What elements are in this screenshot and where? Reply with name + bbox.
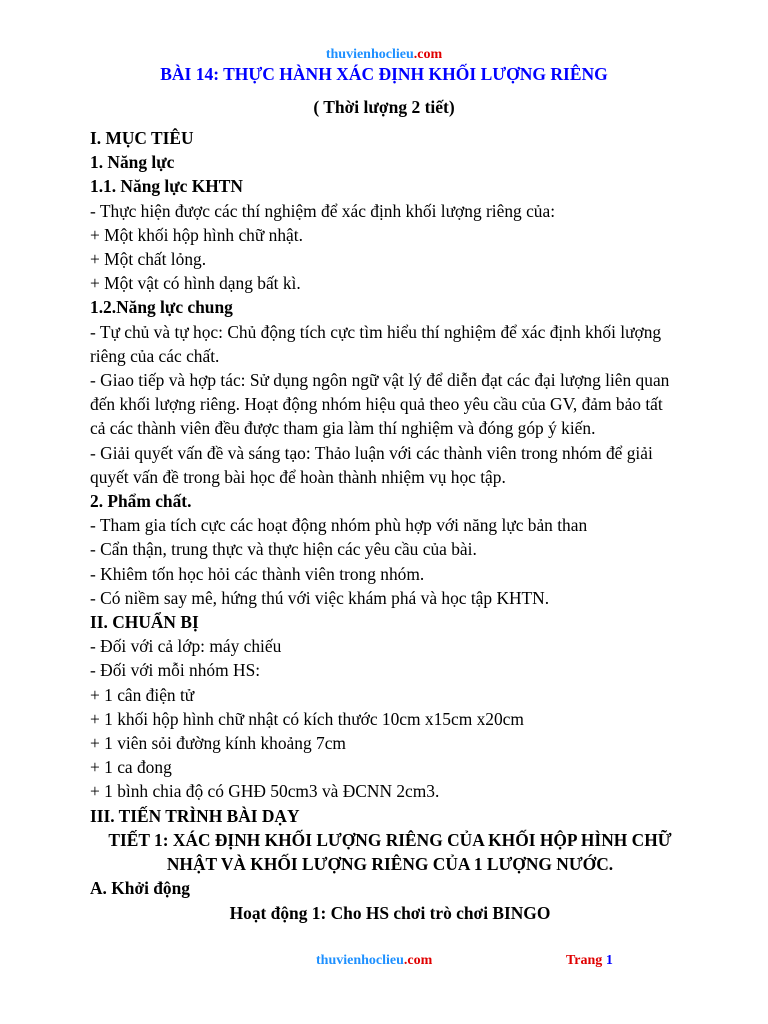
text-line: cả các thành viên đều được tham gia làm thí nghiệm và đóng góp ý kiến.	[90, 418, 596, 439]
document-subtitle: ( Thời lượng 2 tiết)	[313, 97, 455, 117]
heading-muc-tieu: I. MỤC TIÊU	[90, 128, 194, 148]
text-line: quyết vấn đề trong bài học để hoàn thành nhiệm vụ học tập.	[90, 466, 506, 487]
heading-pham-chat: 2. Phẩm chất.	[90, 491, 192, 512]
text-line: - Giải quyết vấn đề và sáng tạo: Thảo luận với các thành viên trong nhóm để giải	[90, 442, 653, 463]
text-line: + 1 cân điện tử	[90, 684, 195, 705]
text-line: - Khiêm tốn học hỏi các thành viên trong nhóm.	[90, 563, 425, 584]
heading-tiet-1-line-1: TIẾT 1: XÁC ĐỊNH KHỐI LƯỢNG RIÊNG CỦA KHỐI HỘP HÌNH CHỮ	[108, 829, 672, 850]
heading-chuan-bi: II. CHUẨN BỊ	[90, 612, 199, 633]
text-line: + Một khối hộp hình chữ nhật.	[90, 224, 303, 245]
heading-tien-trinh: III. TIẾN TRÌNH BÀI DẠY	[90, 805, 300, 826]
footer-site-tld: .com	[403, 953, 433, 968]
text-line: + 1 ca đong	[90, 757, 172, 778]
text-line: riêng của các chất.	[90, 345, 220, 366]
document-title: BÀI 14: THỰC HÀNH XÁC ĐỊNH KHỐI LƯỢNG RIÊNG	[160, 64, 608, 84]
footer-site-main: thuvienhoclieu	[316, 953, 404, 968]
heading-tiet-1-line-2: NHẬT VÀ KHỐI LƯỢNG RIÊNG CỦA 1 LƯỢNG NƯỚC.	[166, 854, 614, 875]
text-line: - Tham gia tích cực các hoạt động nhóm phù hợp với năng lực bản than	[90, 515, 588, 536]
heading-nang-luc-khtn: 1.1. Năng lực KHTN	[90, 176, 243, 197]
text-line: - Đối với mỗi nhóm HS:	[90, 660, 261, 681]
heading-nang-luc: 1. Năng lực	[90, 152, 175, 173]
text-line: + 1 viên sỏi đường kính khoảng 7cm	[90, 733, 346, 754]
text-line: - Cẩn thận, trung thực và thực hiện các yêu cầu của bài.	[90, 539, 477, 560]
footer-page-num: 1	[605, 953, 613, 968]
text-line: - Giao tiếp và hợp tác: Sử dụng ngôn ngữ vật lý để diễn đạt các đại lượng liên quan	[90, 370, 670, 391]
footer-site-name	[316, 953, 432, 969]
text-line: - Thực hiện được các thí nghiệm để xác định khối lượng riêng của:	[90, 200, 556, 221]
header-site-name	[0, 47, 768, 63]
footer-page-label: Trang	[566, 953, 603, 968]
text-line: - Tự chủ và tự học: Chủ động tích cực tìm hiểu thí nghiệm để xác định khối lượng	[90, 321, 662, 342]
text-line: + Một vật có hình dạng bất kì.	[90, 273, 301, 294]
text-line: - Đối với cả lớp: máy chiếu	[90, 636, 282, 657]
text-line: + 1 bình chia độ có GHĐ 50cm3 và ĐCNN 2cm3.	[90, 781, 440, 802]
header-site-main: thuvienhoclieu	[325, 47, 414, 62]
text-line: + 1 khối hộp hình chữ nhật có kích thước 10cm x15cm x20cm	[90, 708, 524, 729]
heading-nang-luc-chung: 1.2.Năng lực chung	[90, 297, 233, 318]
heading-khoi-dong: A. Khởi động	[90, 878, 190, 899]
footer-page-number	[566, 953, 613, 969]
header-site-tld: .com	[413, 47, 443, 62]
text-line: đến khối lượng riêng. Hoạt động nhóm hiệu quả theo yêu cầu của GV, đảm bảo tất	[90, 394, 663, 415]
document-body	[90, 126, 690, 925]
text-line: + Một chất lỏng.	[90, 249, 207, 270]
text-line: - Có niềm say mê, hứng thú với việc khám phá và học tập KHTN.	[90, 587, 550, 608]
heading-hoat-dong-1: Hoạt động 1: Cho HS chơi trò chơi BINGO	[229, 902, 551, 923]
